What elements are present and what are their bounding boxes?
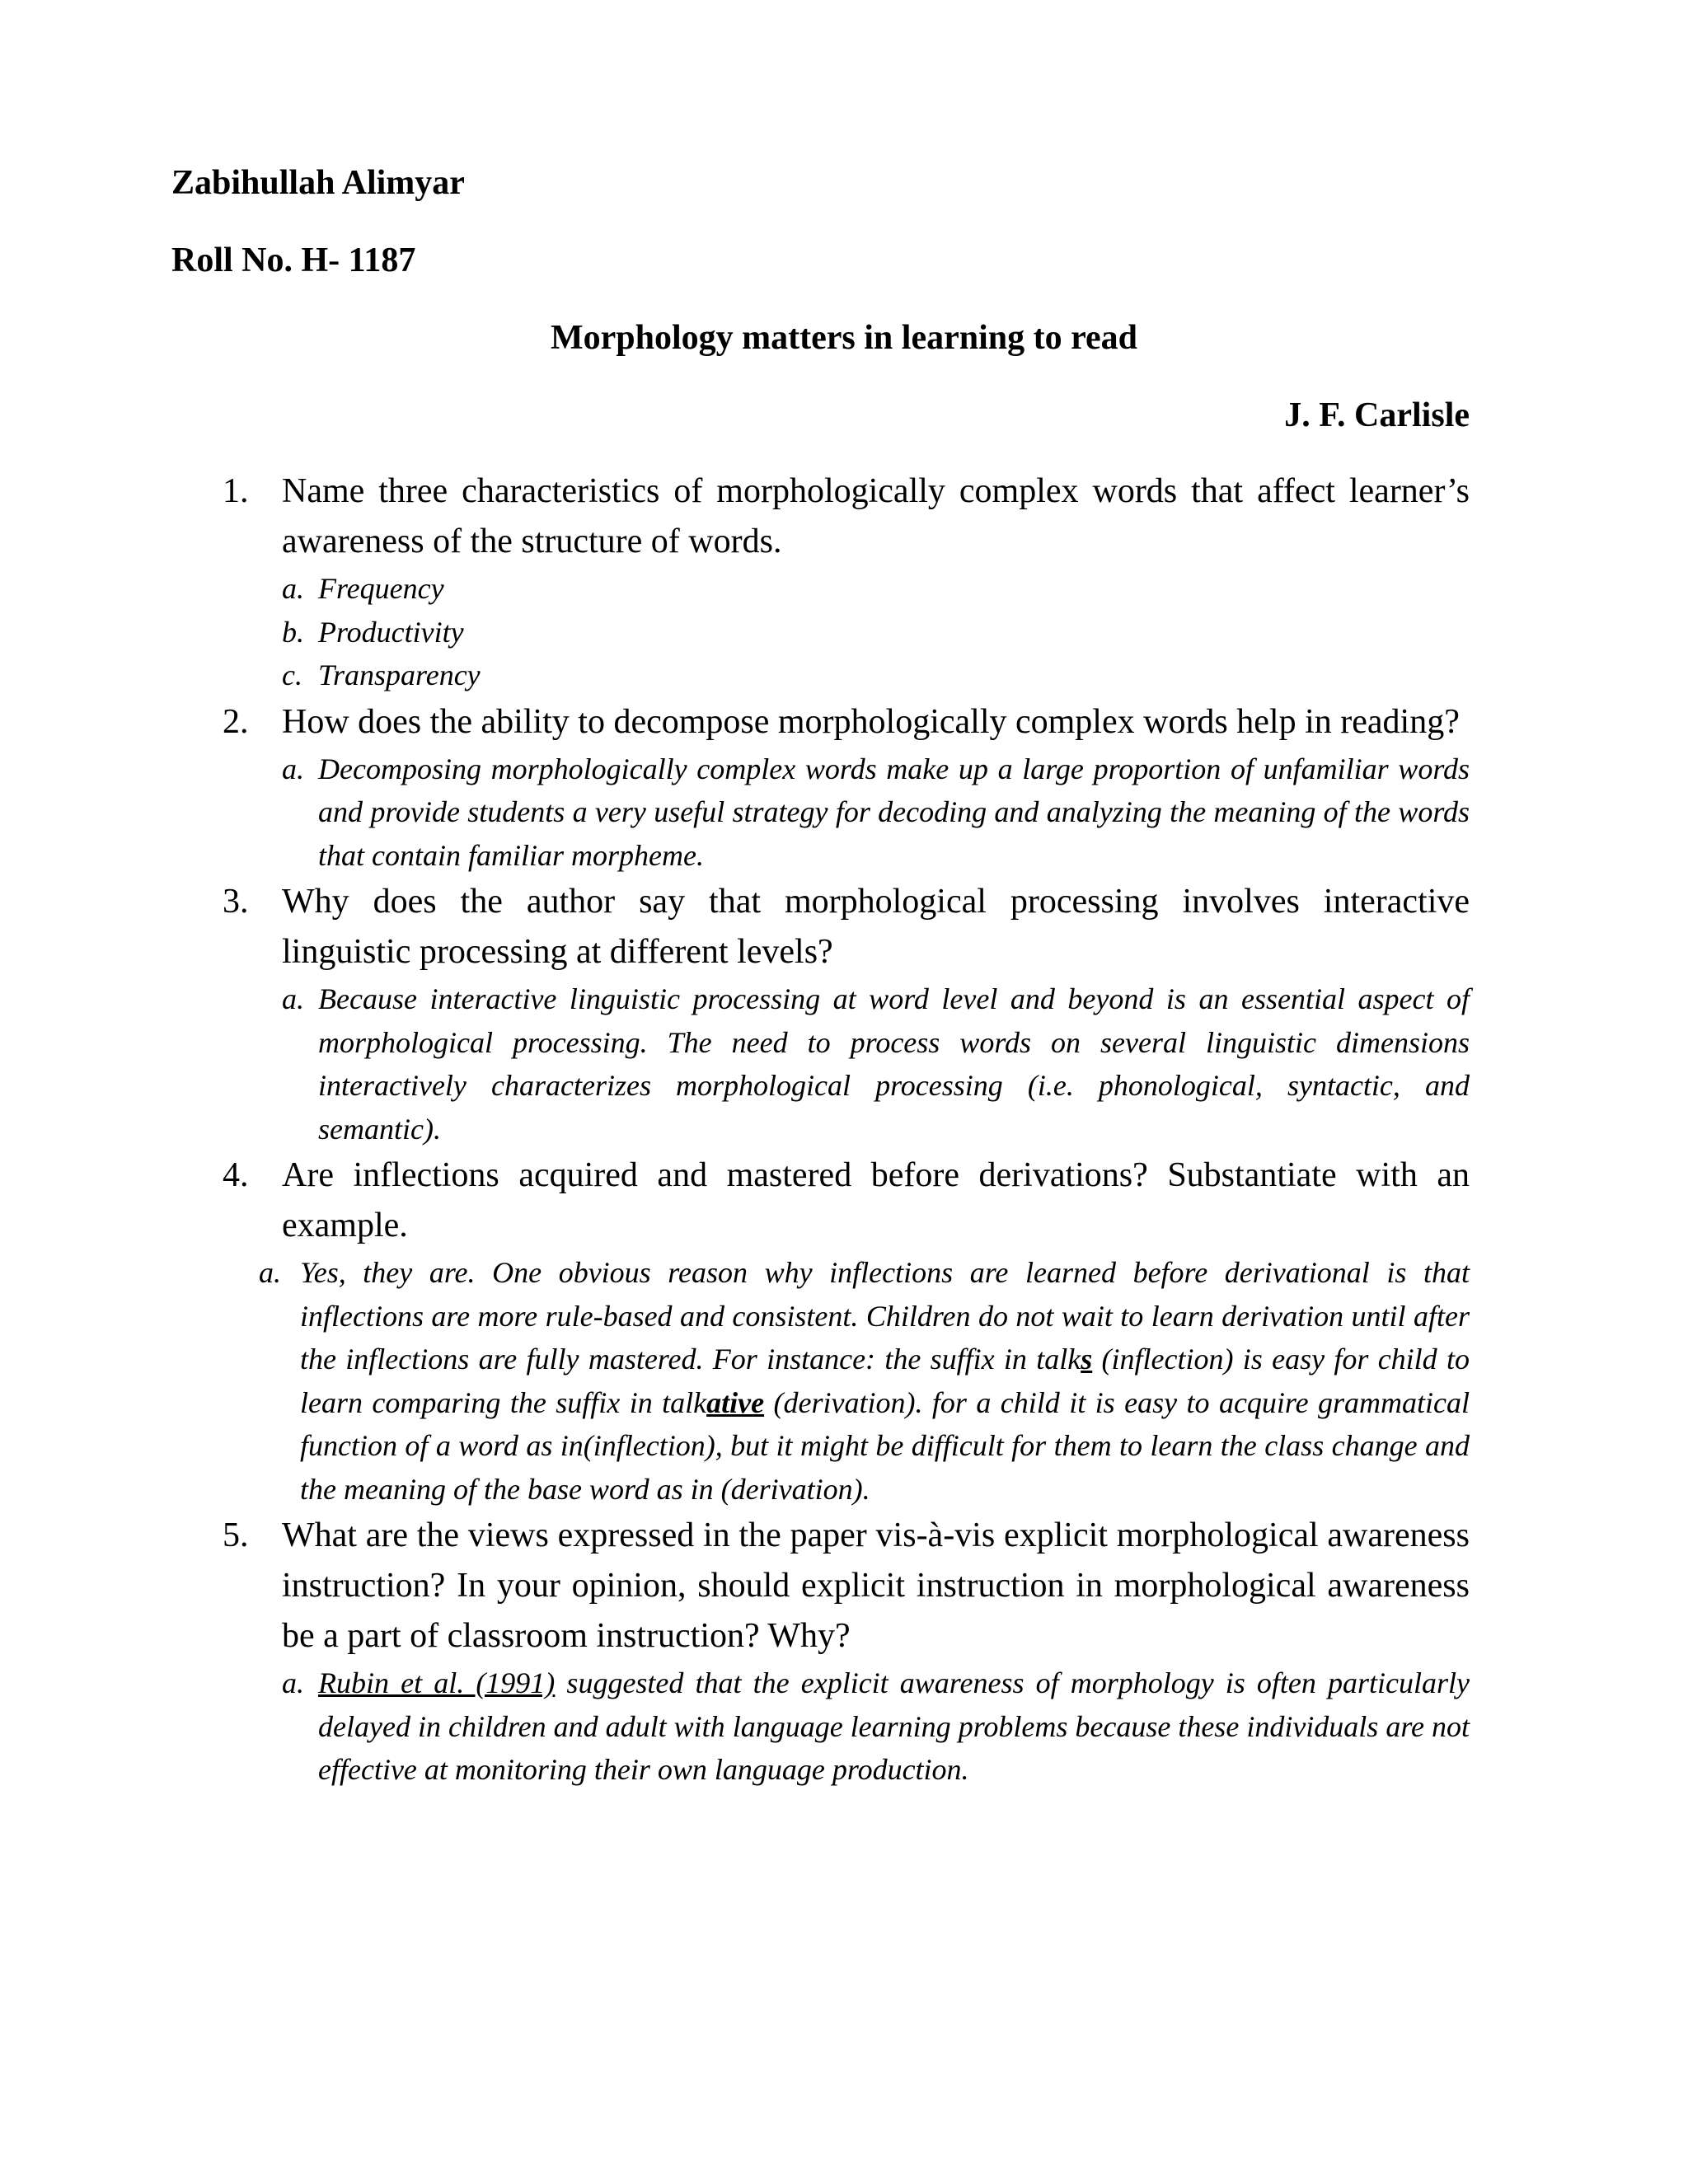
question-text: Are inflections acquired and mastered before derivations? Substantiate with an example. [282, 1156, 1470, 1244]
answer-item [282, 748, 1470, 878]
answer-letter: a. [282, 982, 304, 1015]
question-text: Why does the author say that morphological processing involves interactive linguistic processing at different levels? [282, 883, 1470, 971]
citation-link[interactable]: Rubin et al. (1991) [318, 1666, 556, 1699]
answer-list [259, 1251, 1470, 1511]
question-text: How does the ability to decompose morphologically complex words help in reading? [282, 702, 1460, 741]
answer-letter: b. [282, 615, 304, 649]
answer-item [282, 567, 1470, 611]
answer-item [282, 611, 1470, 654]
paper-author: J. F. Carlisle [1284, 396, 1470, 434]
document-title: Morphology matters in learning to read [551, 319, 1137, 357]
question-2 [223, 697, 1470, 878]
answer-letter: a. [282, 572, 304, 605]
answer-list [282, 748, 1470, 878]
answer-text: Productivity [318, 615, 464, 649]
question-text: What are the views expressed in the paper vis-à-vis explicit morphological awareness instruction? In your opinion, should explicit instruction in morphological awareness be a part of classroom instruction? Why? [282, 1516, 1470, 1655]
answer-item [246, 1251, 1470, 1511]
answer-list [282, 1661, 1470, 1792]
inflection-suffix: s [1081, 1343, 1093, 1376]
answer-item [282, 977, 1470, 1151]
question-number: 5. [223, 1516, 249, 1554]
question-4 [223, 1151, 1470, 1511]
question-1 [223, 466, 1470, 697]
question-text: Name three characteristics of morphologically complex words that affect learner’s awareness of the structure of words. [282, 472, 1470, 560]
answer-text: Yes, they are. One obvious reason why inflections are learned before derivational is that inflections are more rule-based and consistent. Children do not wait to learn derivation until after the inflections are fully mastered. For instance: the suffix in talk [300, 1256, 1470, 1376]
question-number: 4. [223, 1156, 249, 1194]
answer-item [282, 654, 1470, 697]
answer-text: Frequency [318, 572, 444, 605]
answer-text: Decomposing morphologically complex words make up a large proportion of unfamiliar words and provide students a very useful strategy for decoding and analyzing the meaning of the words that contain familiar morpheme. [318, 752, 1470, 872]
answer-list [282, 567, 1470, 697]
answer-letter: a. [282, 752, 304, 785]
question-3 [223, 877, 1470, 1151]
answer-text: suggested that the explicit awareness of morphology is often particularly delayed in children and adult with language learning problems because these individuals are not effective at monitoring their own language production. [318, 1666, 1470, 1786]
derivation-suffix: ative [706, 1385, 765, 1419]
answer-item [282, 1661, 1470, 1792]
answer-list [282, 977, 1470, 1151]
answer-text: (inflection) is easy for child to learn comparing the suffix in talk [300, 1343, 1470, 1419]
answer-letter: a. [259, 1256, 281, 1289]
question-number: 3. [223, 883, 249, 921]
question-number: 2. [223, 702, 249, 741]
answer-letter: a. [282, 1666, 304, 1699]
answer-text: Transparency [318, 658, 481, 691]
question-5 [223, 1511, 1470, 1792]
answer-text: Because interactive linguistic processing at word level and beyond is an essential aspect of morphological processing. The need to process words on several linguistic dimensions interactively characterizes morphological processing (i.e. phonological, syntactic, and semantic). [318, 982, 1470, 1146]
answer-text: (derivation). for a child it is easy to acquire grammatical function of a word as in(inflection), but it might be difficult for them to learn the class change and the meaning of the base word as in (derivation). [300, 1385, 1470, 1506]
question-number: 1. [223, 472, 249, 510]
question-list [223, 466, 1470, 1792]
answer-letter: c. [282, 658, 302, 691]
roll-number: Roll No. H- 1187 [171, 241, 416, 279]
student-name: Zabihullah Alimyar [171, 164, 465, 202]
